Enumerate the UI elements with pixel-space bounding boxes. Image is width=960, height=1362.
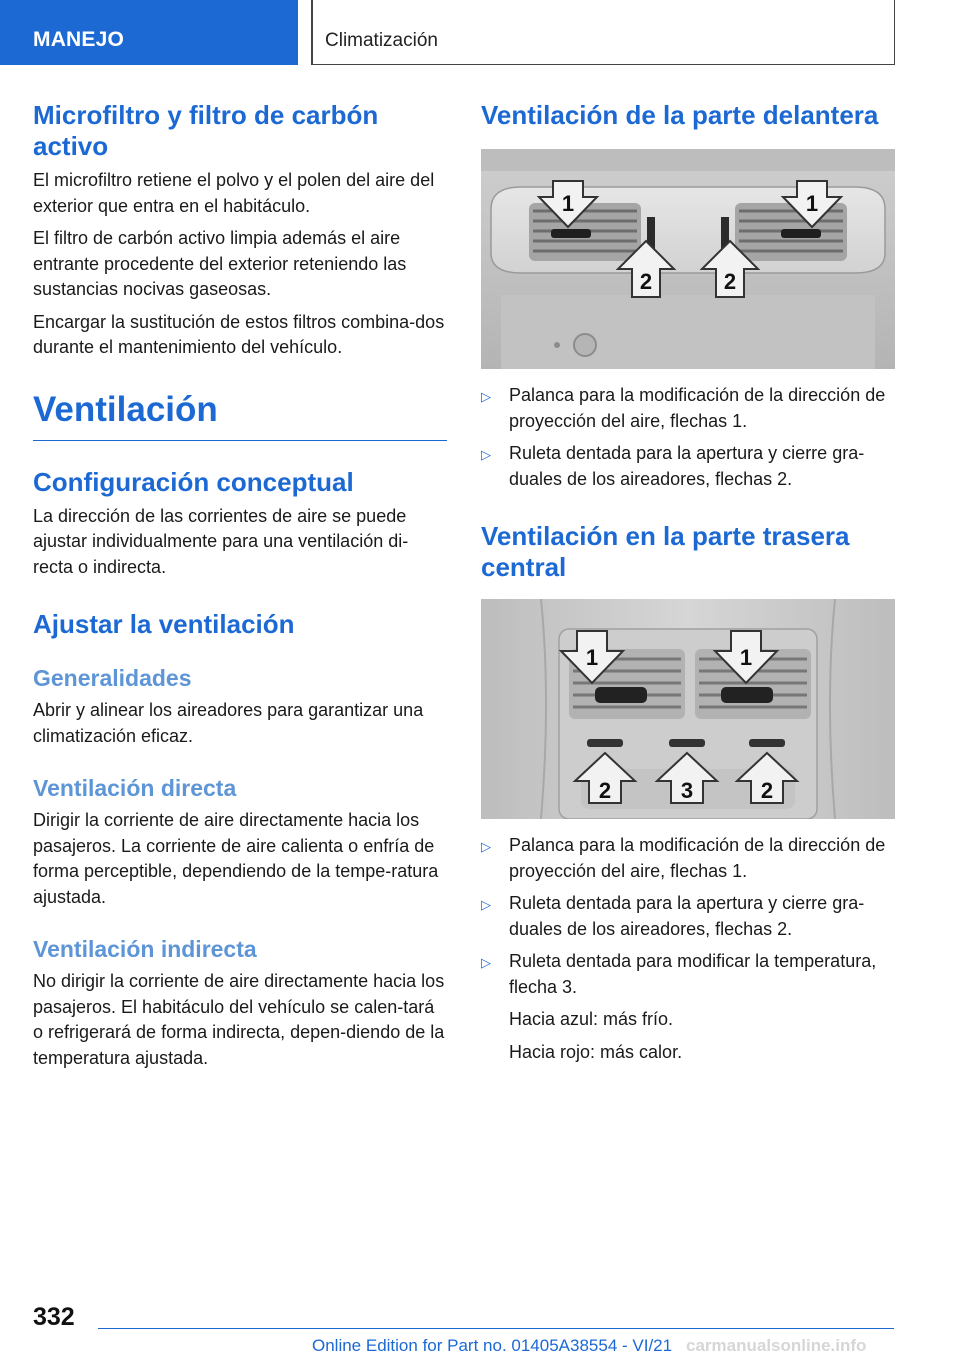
ventilation-heading: Ventilación (33, 390, 447, 441)
bullet-marker-icon: ▷ (481, 897, 491, 912)
rear-bullet-text: Palanca para la modificación de la dirección de proyección del aire, flechas 1. (509, 835, 886, 881)
rear-label-3: 3 (680, 778, 694, 803)
page-number: 332 (33, 1303, 75, 1331)
rear-label-1b: 1 (739, 645, 753, 670)
concept-heading: Configuración conceptual (33, 466, 354, 497)
filter-paragraph-2: El filtro de carbón activo limpia además el aire entrante procedente del exterior reteniendo las sustancias nocivas gaseosas. (33, 228, 407, 299)
concept-paragraph: La dirección de las corrientes de aire se puede ajustar individualmente para una ventilación di-recta o indirecta. (33, 505, 409, 577)
front-bullet-text: Ruleta dentada para la apertura y cierre gra-duales de los aireadores, flechas 2. (509, 443, 865, 489)
chapter-header (311, 0, 895, 65)
rear-note-cold: Hacia azul: más frío. (509, 1009, 674, 1029)
direct-paragraph: Dirigir la corriente de aire directamente hacia los pasajeros. La corriente de aire calienta o enfría de forma perceptible, dependiendo de la tempe-ratura ajustada. (33, 810, 439, 907)
general-paragraph: Abrir y alinear los aireadores para garantizar una climatización eficaz. (33, 700, 424, 746)
header-divider (311, 0, 313, 65)
section-label: MANEJO (33, 28, 125, 51)
general-heading: Generalidades (33, 665, 192, 691)
rear-label-1a: 1 (585, 645, 599, 670)
rear-label-2a: 2 (598, 778, 612, 803)
filter-paragraph-1: El microfiltro retiene el polvo y el polen del aire del exterior que entra en el habitáculo. (33, 170, 435, 216)
left-column (33, 100, 447, 1078)
indirect-paragraph: No dirigir la corriente de aire directamente hacia los pasajeros. El habitáculo del vehículo se calen-tará o refrigerará de forma indirecta, depen-diendo de la temperatura ajustada. (33, 971, 445, 1068)
rear-bullet-text: Ruleta dentada para la apertura y cierre gra-duales de los aireadores, flechas 2. (509, 893, 865, 939)
rear-label-2b: 2 (760, 778, 774, 803)
bullet-marker-icon: ▷ (481, 839, 491, 854)
front-bullet-1 (481, 383, 895, 434)
direct-heading: Ventilación directa (33, 775, 237, 801)
front-vents-figure (481, 149, 895, 369)
rear-vents-illustration (481, 599, 895, 819)
indirect-heading: Ventilación indirecta (33, 936, 257, 962)
rear-note-warm: Hacia rojo: más calor. (509, 1041, 683, 1062)
filter-paragraph-3: Encargar la sustitución de estos filtros combina-dos durante el mantenimiento del vehículo. (33, 311, 445, 357)
rear-bullet-text: Ruleta dentada para modificar la temperatura, flecha 3. (509, 951, 877, 997)
front-label-1b: 1 (805, 191, 819, 216)
edition-text: Online Edition for Part no. 01405A38554 - VI/21 (312, 1336, 673, 1355)
adjust-heading: Ajustar la ventilación (33, 609, 295, 639)
front-label-1a: 1 (561, 191, 575, 216)
chapter-title: Climatización (325, 30, 438, 51)
front-bullet-text: Palanca para la modificación de la dirección de proyección del aire, flechas 1. (509, 385, 886, 431)
front-vents-illustration (481, 149, 895, 369)
front-heading: Ventilación de la parte delantera (481, 100, 879, 130)
filter-heading: Microfiltro y filtro de carbón activo (33, 100, 379, 161)
front-label-2b: 2 (723, 269, 737, 294)
front-bullet-2 (481, 441, 895, 492)
bullet-marker-icon: ▷ (481, 447, 491, 462)
watermark: carmanualsonline.info (686, 1336, 867, 1355)
rear-bullet-3 (481, 949, 895, 1000)
rear-bullet-2 (481, 891, 895, 942)
front-label-2a: 2 (639, 269, 653, 294)
right-column (481, 100, 895, 1072)
rear-heading: Ventilación en la parte trasera central (481, 521, 850, 582)
section-tab (0, 0, 298, 65)
footer-rule (98, 1328, 894, 1329)
bullet-marker-icon: ▷ (481, 955, 491, 970)
bullet-marker-icon: ▷ (481, 389, 491, 404)
rear-vents-figure (481, 599, 895, 819)
rear-bullet-1 (481, 833, 895, 884)
